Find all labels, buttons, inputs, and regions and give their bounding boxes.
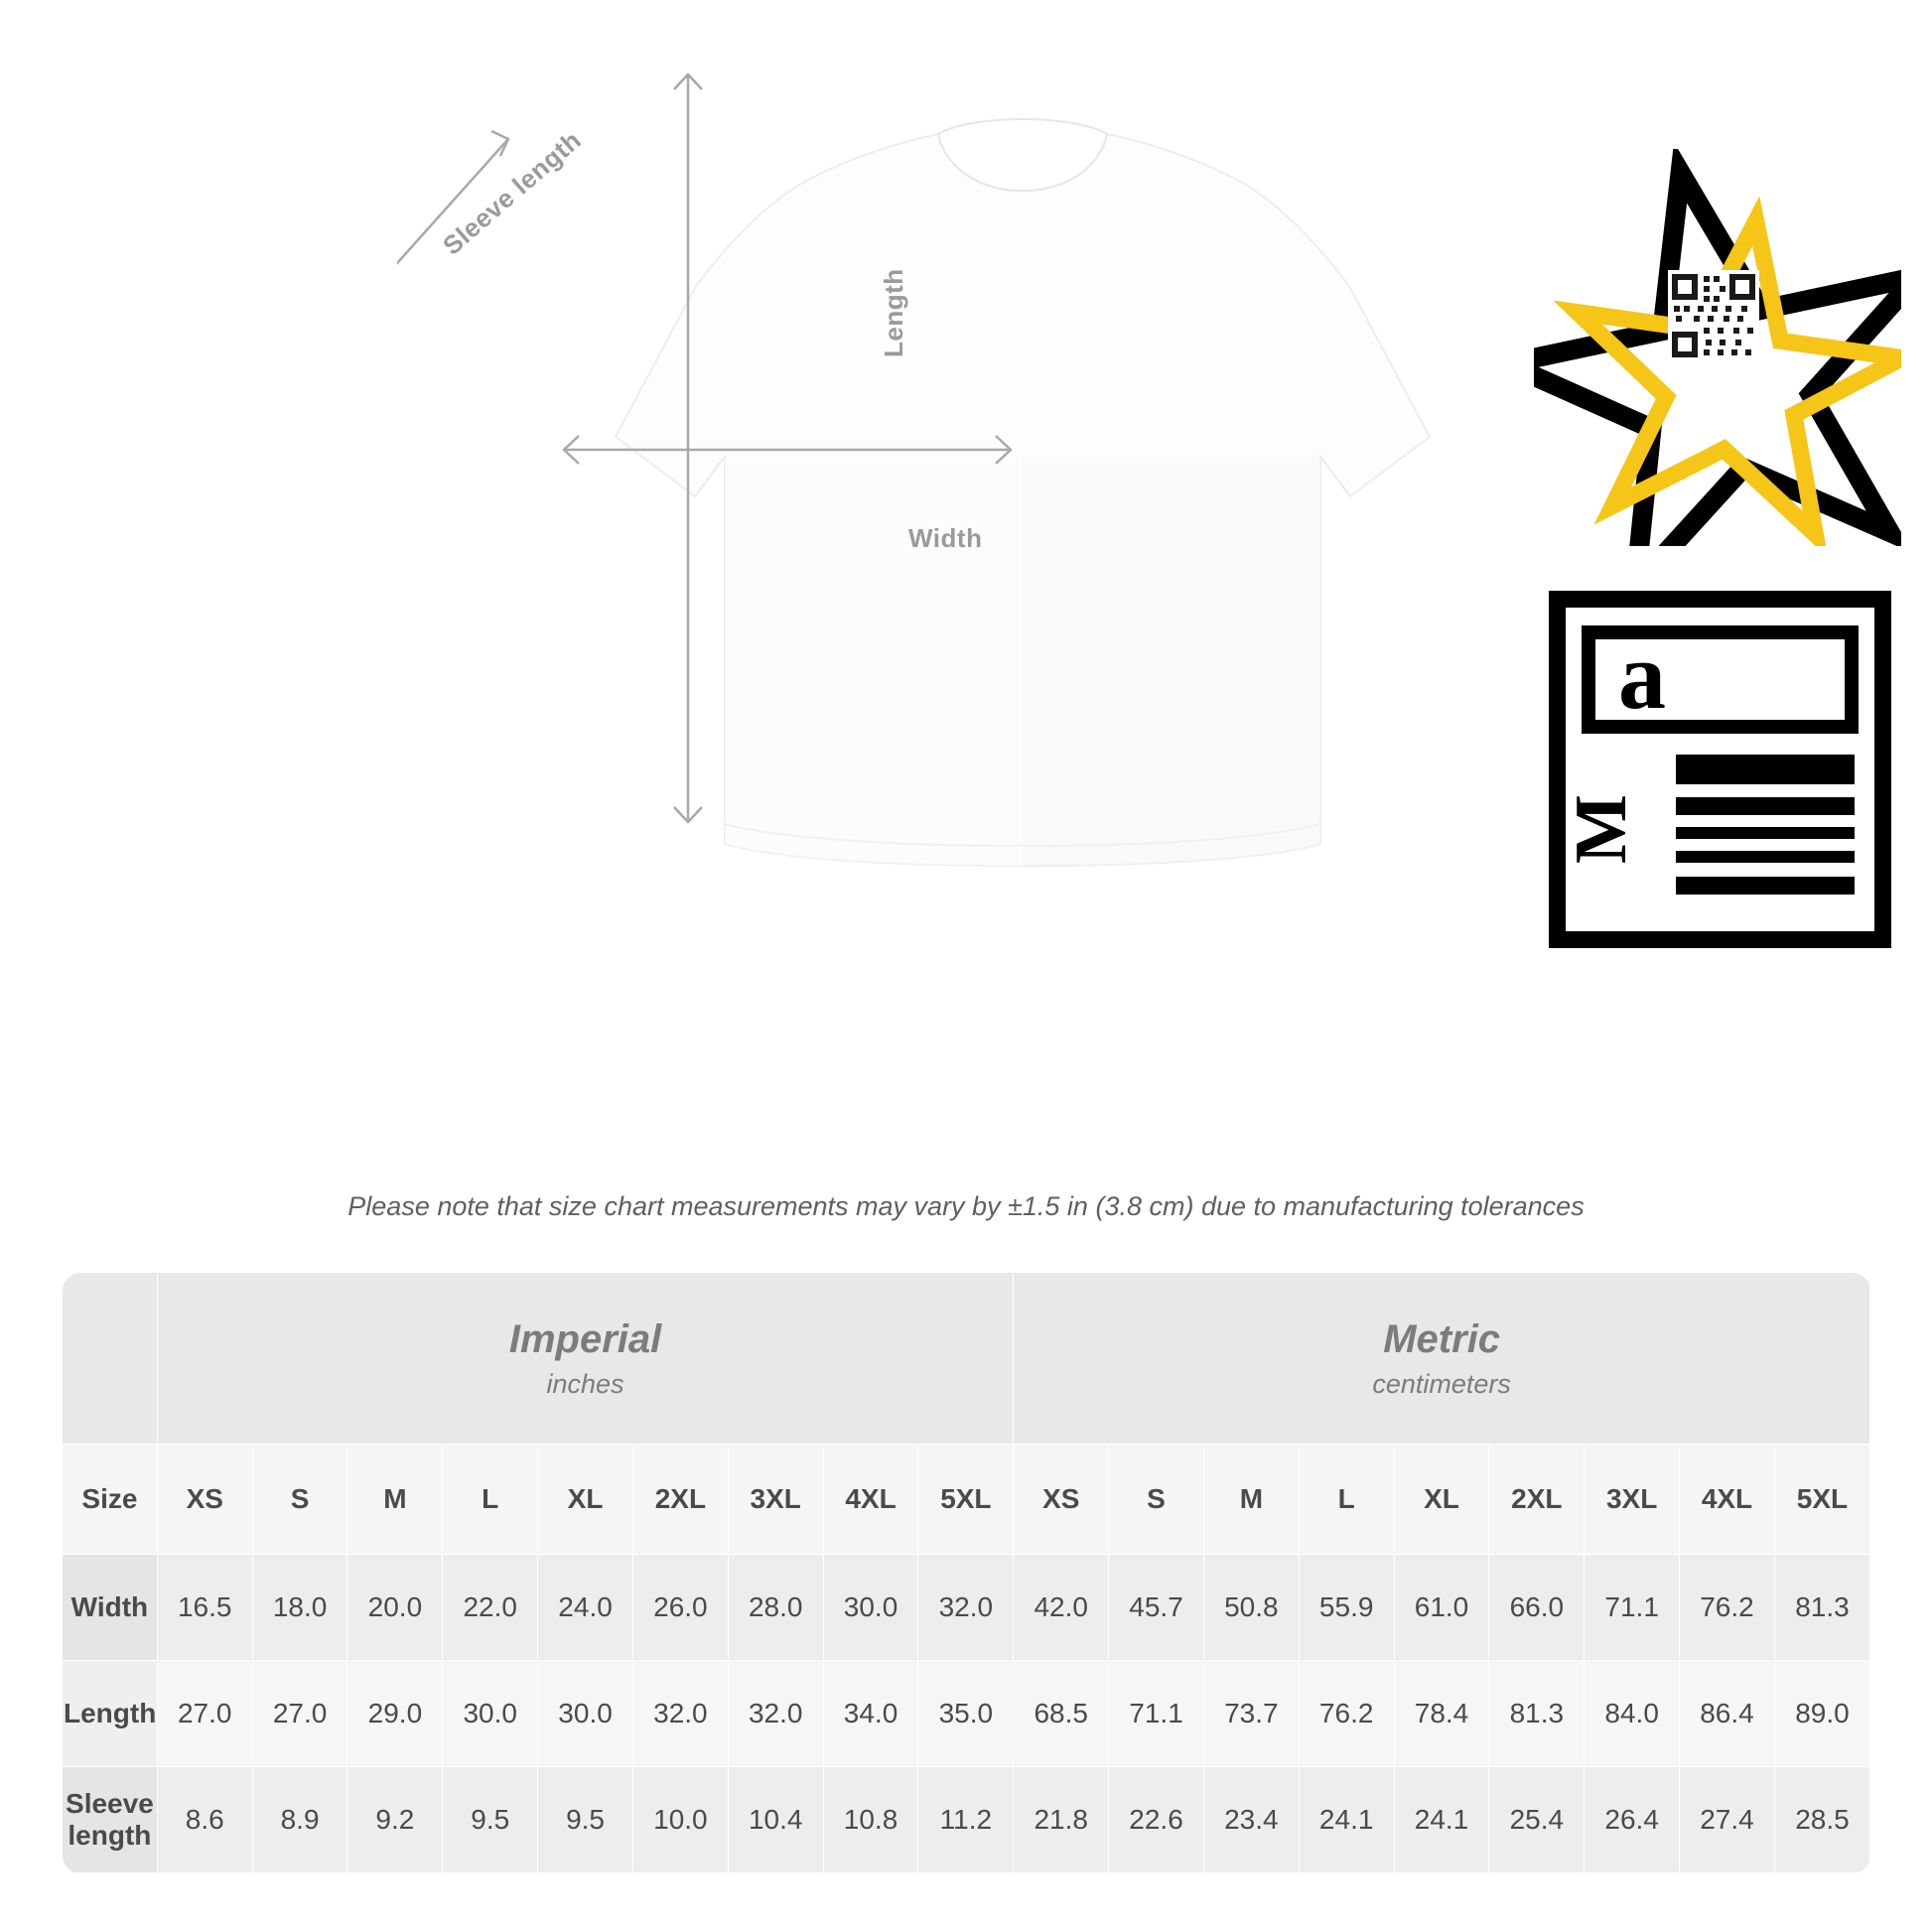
size-header-cell: S xyxy=(252,1445,347,1555)
cell-length: 27.0 xyxy=(252,1661,347,1767)
svg-text:a: a xyxy=(1618,622,1666,729)
cell-width: 42.0 xyxy=(1014,1555,1109,1661)
cell-width: 22.0 xyxy=(443,1555,538,1661)
unit-group-metric-unit: centimeters xyxy=(1372,1368,1511,1399)
cell-sleeve: 10.4 xyxy=(728,1767,823,1873)
cell-length: 30.0 xyxy=(443,1661,538,1767)
cell-width: 61.0 xyxy=(1394,1555,1489,1661)
size-header-cell: 3XL xyxy=(1585,1445,1680,1555)
cell-sleeve: 10.0 xyxy=(632,1767,728,1873)
cell-width: 50.8 xyxy=(1203,1555,1299,1661)
unit-group-imperial-title: Imperial xyxy=(508,1316,662,1361)
sleeve-length-label: Sleeve length xyxy=(437,124,588,261)
star-outline-with-qr-icon xyxy=(1534,149,1901,546)
cell-sleeve: 25.4 xyxy=(1489,1767,1585,1873)
table-row xyxy=(63,1661,1870,1767)
size-header-cell: 5XL xyxy=(918,1445,1014,1555)
cell-length: 71.1 xyxy=(1109,1661,1204,1767)
cell-length: 84.0 xyxy=(1585,1661,1680,1767)
cell-length: 34.0 xyxy=(823,1661,918,1767)
cell-sleeve: 27.4 xyxy=(1680,1767,1775,1873)
cell-sleeve: 9.5 xyxy=(538,1767,633,1873)
cell-length: 30.0 xyxy=(538,1661,633,1767)
cell-sleeve: 24.1 xyxy=(1299,1767,1394,1873)
size-header-cell: XL xyxy=(1394,1445,1489,1555)
size-header-cell: S xyxy=(1109,1445,1204,1555)
unit-group-imperial xyxy=(157,1273,1013,1445)
tolerance-note: Please note that size chart measurements may vary by ±1.5 in (3.8 cm) due to manufacturing tolerances xyxy=(347,1191,1585,1221)
corner-cell xyxy=(63,1273,158,1445)
size-header-row xyxy=(63,1445,1870,1555)
cell-sleeve: 22.6 xyxy=(1109,1767,1204,1873)
cell-sleeve: 11.2 xyxy=(918,1767,1014,1873)
cell-sleeve: 8.6 xyxy=(157,1767,252,1873)
unit-group-imperial-unit: inches xyxy=(546,1368,624,1399)
size-header-cell: XS xyxy=(157,1445,252,1555)
tshirt-shape xyxy=(616,119,1430,866)
size-header-label: Size xyxy=(63,1445,158,1555)
cell-length: 68.5 xyxy=(1014,1661,1109,1767)
size-header-cell: XS xyxy=(1014,1445,1109,1555)
cell-width: 81.3 xyxy=(1774,1555,1869,1661)
cell-sleeve: 8.9 xyxy=(252,1767,347,1873)
table-row xyxy=(63,1555,1870,1661)
svg-text:M: M xyxy=(1561,794,1642,864)
cell-length: 81.3 xyxy=(1489,1661,1585,1767)
cell-length: 86.4 xyxy=(1680,1661,1775,1767)
cell-width: 66.0 xyxy=(1489,1555,1585,1661)
size-header-cell: M xyxy=(1203,1445,1299,1555)
cell-length: 76.2 xyxy=(1299,1661,1394,1767)
tshirt-diagram xyxy=(397,60,1449,1052)
size-chart xyxy=(62,1272,1870,1873)
size-header-cell: L xyxy=(443,1445,538,1555)
cell-sleeve: 28.5 xyxy=(1774,1767,1869,1873)
size-header-cell: 2XL xyxy=(1489,1445,1585,1555)
cell-sleeve: 21.8 xyxy=(1014,1767,1109,1873)
cell-length: 27.0 xyxy=(157,1661,252,1767)
cell-width: 30.0 xyxy=(823,1555,918,1661)
table-row xyxy=(63,1767,1870,1873)
cell-width: 76.2 xyxy=(1680,1555,1775,1661)
unit-group-metric xyxy=(1014,1273,1870,1445)
size-header-cell: 5XL xyxy=(1774,1445,1869,1555)
cell-length: 78.4 xyxy=(1394,1661,1489,1767)
width-label: Width xyxy=(908,523,983,553)
cell-length: 73.7 xyxy=(1203,1661,1299,1767)
cell-length: 35.0 xyxy=(918,1661,1014,1767)
size-header-cell: 4XL xyxy=(1680,1445,1775,1555)
size-header-cell: L xyxy=(1299,1445,1394,1555)
cell-width: 24.0 xyxy=(538,1555,633,1661)
qr-code-icon xyxy=(1668,270,1759,361)
cell-width: 55.9 xyxy=(1299,1555,1394,1661)
row-label-width: Width xyxy=(63,1555,158,1661)
cell-sleeve: 24.1 xyxy=(1394,1767,1489,1873)
cell-width: 32.0 xyxy=(918,1555,1014,1661)
cell-length: 29.0 xyxy=(347,1661,443,1767)
cell-length: 89.0 xyxy=(1774,1661,1869,1767)
size-header-cell: 2XL xyxy=(632,1445,728,1555)
cell-sleeve: 9.2 xyxy=(347,1767,443,1873)
cell-width: 28.0 xyxy=(728,1555,823,1661)
cell-sleeve: 9.5 xyxy=(443,1767,538,1873)
cell-width: 71.1 xyxy=(1585,1555,1680,1661)
cell-sleeve: 26.4 xyxy=(1585,1767,1680,1873)
cell-width: 26.0 xyxy=(632,1555,728,1661)
row-label-length: Length xyxy=(63,1661,158,1767)
length-label: Length xyxy=(879,268,908,357)
size-header-cell: XL xyxy=(538,1445,633,1555)
cell-length: 32.0 xyxy=(632,1661,728,1767)
cell-width: 18.0 xyxy=(252,1555,347,1661)
unit-group-metric-title: Metric xyxy=(1383,1316,1501,1361)
size-chart-table xyxy=(62,1272,1870,1873)
size-header-cell: M xyxy=(347,1445,443,1555)
unit-group-row xyxy=(63,1273,1870,1445)
cell-length: 32.0 xyxy=(728,1661,823,1767)
am-label-card-icon xyxy=(1549,591,1891,948)
cell-width: 20.0 xyxy=(347,1555,443,1661)
size-header-cell: 4XL xyxy=(823,1445,918,1555)
cell-sleeve: 10.8 xyxy=(823,1767,918,1873)
cell-width: 45.7 xyxy=(1109,1555,1204,1661)
cell-sleeve: 23.4 xyxy=(1203,1767,1299,1873)
size-header-cell: 3XL xyxy=(728,1445,823,1555)
row-label-sleeve-length: Sleeve length xyxy=(63,1767,158,1873)
cell-width: 16.5 xyxy=(157,1555,252,1661)
